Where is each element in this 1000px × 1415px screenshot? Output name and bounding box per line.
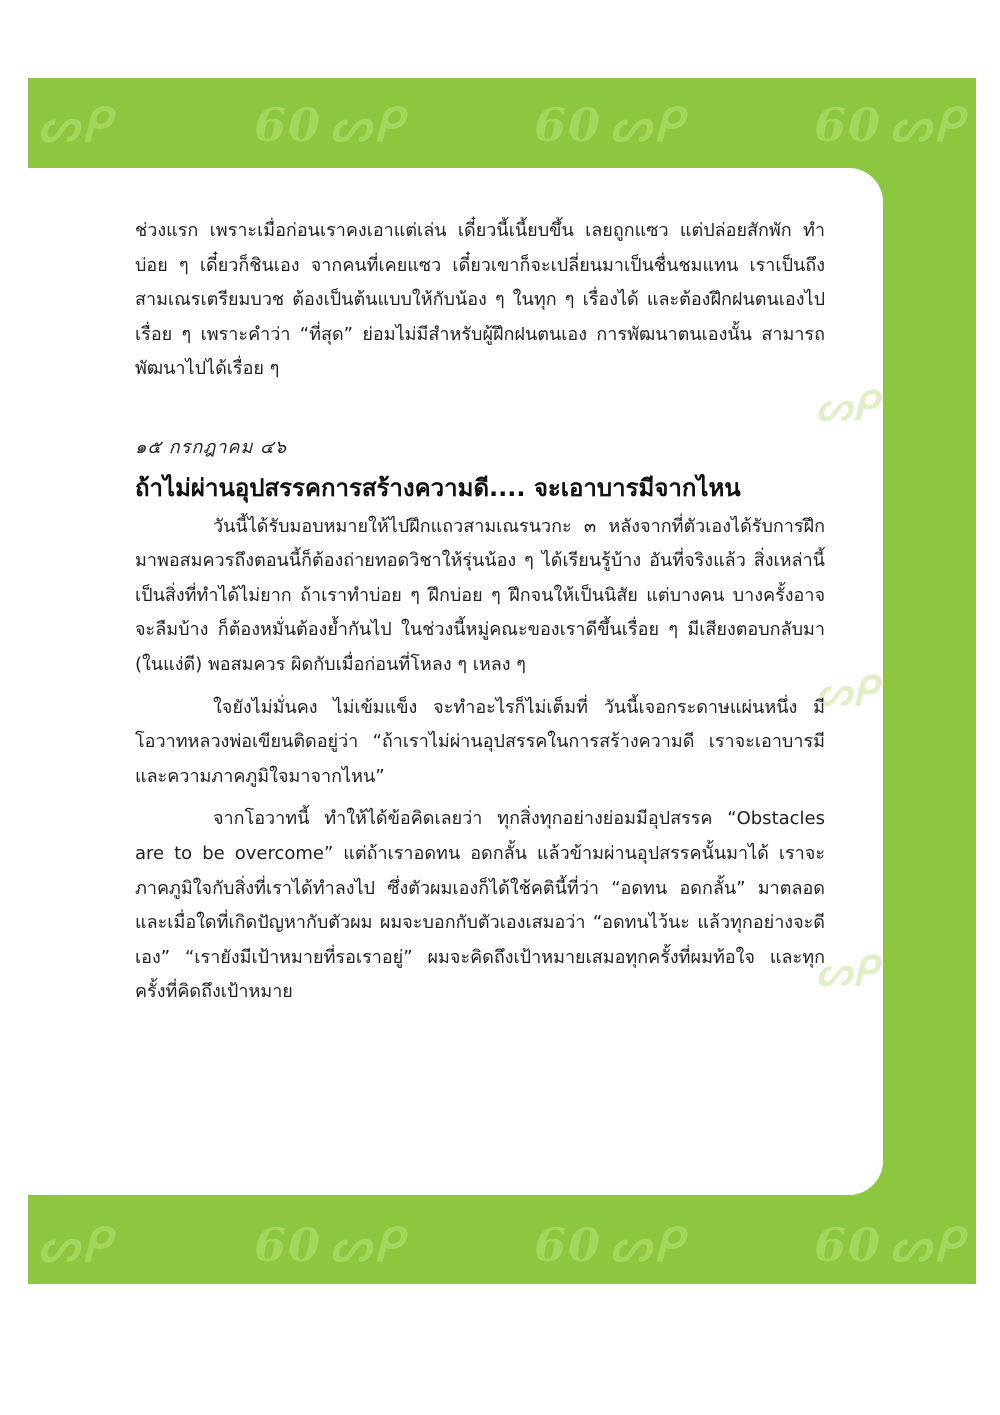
article-body [135,214,825,1010]
watermark-glyph: ᔕᑭ [38,1218,112,1272]
body-paragraph: จากโอวาทนี้ ทำให้ได้ข้อคิดเลยว่า ทุกสิ่งทุกอย่างย่อมมีอุปสรรค “Obstacles are to be overcome” แต่ถ้าเราอดทน อดกลั้น แล้วข้ามผ่านอุปสรรคนั้นมาได้ เราจะภาคภูมิใจกับสิ่งที่เราได้ทำลงไป ซึ่งตัวผมเองก็ได้ใช้คตินี้ที่ว่า “อดทน อดกลั้น” มาตลอด และเมื่อใดที่เกิดปัญหากับตัวผม ผมจะบอกกับตัวเองเสมอว่า “อดทนไว้นะ แล้วทุกอย่างจะดีเอง” “เรายังมีเป้าหมายที่รอเราอยู่” ผมจะคิดถึงเป้าหมายเสมอทุกครั้งที่ผมท้อใจ และทุกครั้งที่คิดถึงเป้าหมาย [135,808,825,1003]
body-paragraph: วันนี้ได้รับมอบหมายให้ไปฝึกแถวสามเณรนวกะ ๓ หลังจากที่ตัวเองได้รับการฝึกมาพอสมควรถึงตอนนี้ก็ต้องถ่ายทอดวิชาให้รุ่นน้อง ๆ ได้เรียนรู้บ้าง อันที่จริงแล้ว สิ่งเหล่านี้เป็นสิ่งที่ทำได้ไม่ยาก ถ้าเราทำบ่อย ๆ ฝึกบ่อย ๆ ฝึกจนให้เป็นนิสัย แต่บางคน บางครั้งอาจจะลืมบ้าง ก็ต้องหมั่นต้องย้ำกันไป ในช่วงนี้หมู่คณะของเราดีขึ้นเรื่อย ๆ มีเสียงตอบกลับมา (ในแง่ดี) พอสมควร ผิดกับเมื่อก่อนที่โหลง ๆ เหลง ๆ [135,515,825,675]
entry-title: ถ้าไม่ผ่านอุปสรรคการสร้างความดี.... จะเอาบารมีจากไหน [135,473,741,502]
watermark-glyph: ᔕᑭ [38,98,112,152]
watermark-glyph: ᔕᑭ [330,98,404,152]
watermark-60: 60 [254,98,323,152]
watermark-glyph: ᔕᑭ [890,98,964,152]
watermark-60: 60 [254,1218,323,1272]
watermark-glyph: ᔕᑭ [610,98,684,152]
watermark-60: 60 [814,98,883,152]
entry-date: ๑๕ กรกฎาคม ๔๖ [135,436,288,458]
body-paragraph: ใจยังไม่มั่นคง ไม่เข้มแข็ง จะทำอะไรก็ไม่เต็มที่ วันนี้เจอกระดาษแผ่นหนึ่ง มีโอวาทหลวงพ่อเขียนติดอยู่ว่า “ถ้าเราไม่ผ่านอุปสรรคในการสร้างความดี เราจะเอาบารมี และความภาคภูมิใจมาจากไหน” [135,696,825,787]
watermark-60: 60 [814,1218,883,1272]
watermark-60: 60 [534,1218,603,1272]
watermark-glyph: ᔕᑭ [816,668,877,715]
watermark-glyph: ᔕᑭ [816,948,877,995]
watermark-glyph: ᔕᑭ [330,1218,404,1272]
watermark-glyph: ᔕᑭ [610,1218,684,1272]
watermark-glyph: ᔕᑭ [890,1218,964,1272]
watermark-glyph: ᔕᑭ [816,383,877,430]
watermark-60: 60 [534,98,603,152]
intro-paragraph: ช่วงแรก เพราะเมื่อก่อนเราคงเอาแต่เล่น เดี๋ยวนี้เนี้ยบขึ้น เลยถูกแซว แต่ปล่อยสักพัก ทำบ่อย ๆ เดี๋ยวก็ชินเอง จากคนที่เคยแซว เดี๋ยวเขาก็จะเปลี่ยนมาเป็นชื่นชมแทน เราเป็นถึงสามเณรเตรียมบวช ต้องเป็นต้นแบบให้กับน้อง ๆ ในทุก ๆ เรื่องได้ และต้องฝึกฝนตนเองไปเรื่อย ๆ เพราะคำว่า “ที่สุด” ย่อมไม่มีสำหรับผู้ฝึกฝนตนเอง การพัฒนาตนเองนั้น สามารถพัฒนาไปได้เรื่อย ๆ [135,220,825,380]
